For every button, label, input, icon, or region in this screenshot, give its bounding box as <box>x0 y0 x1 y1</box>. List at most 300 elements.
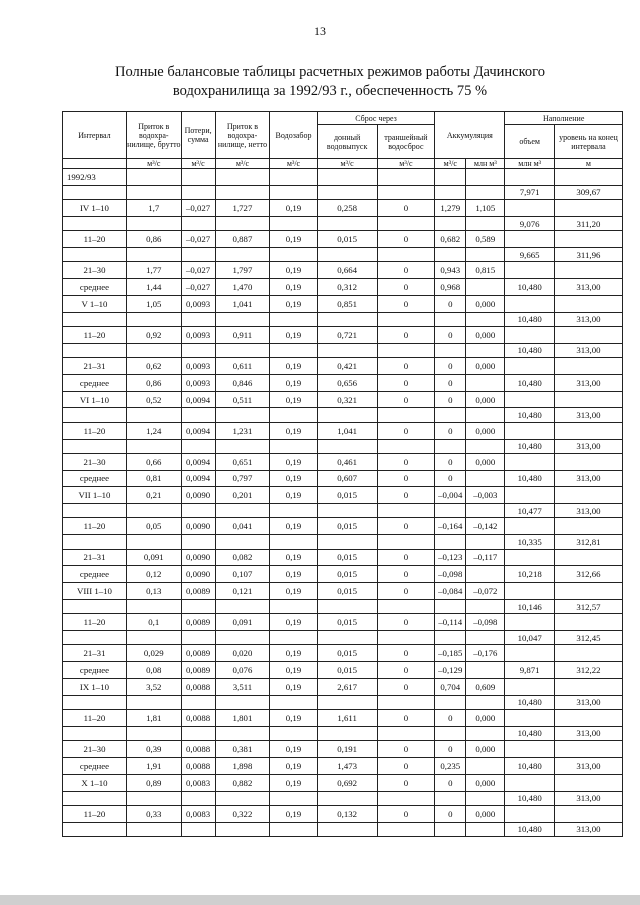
value-cell: 0,0094 <box>181 470 215 487</box>
value-cell: 0,0088 <box>181 678 215 695</box>
value-cell: 1,611 <box>317 710 377 727</box>
value-cell: 0,86 <box>126 374 181 391</box>
value-cell <box>215 695 270 709</box>
value-cell: 313,00 <box>554 408 622 422</box>
value-cell: 9,076 <box>505 216 555 230</box>
value-cell <box>181 247 215 261</box>
value-cell: 309,67 <box>554 185 622 199</box>
value-cell: 0 <box>435 357 466 374</box>
unit-volume: млн м³ <box>505 159 555 169</box>
table-row <box>63 391 623 408</box>
value-cell: 10,480 <box>505 312 555 326</box>
header-inflow-net: Приток в водохра-нилище, нетто <box>215 112 270 159</box>
interval-cell <box>63 216 127 230</box>
value-cell: –0,027 <box>181 279 215 296</box>
header-discharge-via: Сброс через <box>317 112 435 125</box>
balance-table <box>62 111 623 837</box>
interval-cell: VII 1–10 <box>63 487 127 504</box>
value-cell <box>270 822 317 836</box>
value-cell <box>126 343 181 357</box>
value-cell: 0,1 <box>126 614 181 631</box>
value-cell <box>466 312 505 326</box>
value-cell <box>126 312 181 326</box>
value-cell: 0 <box>377 391 435 408</box>
value-cell: 0,461 <box>317 453 377 470</box>
value-cell <box>466 631 505 645</box>
value-cell <box>505 645 555 662</box>
value-cell: 0,887 <box>215 231 270 248</box>
value-cell <box>377 600 435 614</box>
value-cell: 0,041 <box>215 518 270 535</box>
interval-cell: X 1–10 <box>63 774 127 791</box>
value-cell: 313,00 <box>554 470 622 487</box>
header-inflow-gross: Приток в водохра-нилище, брутто <box>126 112 181 159</box>
table-row <box>63 504 623 518</box>
value-cell <box>505 200 555 217</box>
value-cell: 0,19 <box>270 678 317 695</box>
value-cell: 0,39 <box>126 741 181 758</box>
value-cell <box>435 726 466 740</box>
value-cell: 0 <box>377 549 435 566</box>
value-cell: –0,117 <box>466 549 505 566</box>
value-cell: 3,52 <box>126 678 181 695</box>
value-cell: 0,091 <box>126 549 181 566</box>
value-cell: 0,89 <box>126 774 181 791</box>
interval-cell: 11–20 <box>63 710 127 727</box>
interval-cell <box>63 695 127 709</box>
value-cell: –0,003 <box>466 487 505 504</box>
value-cell <box>466 216 505 230</box>
value-cell: 311,96 <box>554 247 622 261</box>
value-cell <box>317 600 377 614</box>
value-cell: 313,00 <box>554 439 622 453</box>
value-cell <box>435 822 466 836</box>
interval-cell: 21–31 <box>63 357 127 374</box>
value-cell: 10,218 <box>505 566 555 583</box>
value-cell: 3,511 <box>215 678 270 695</box>
value-cell <box>377 695 435 709</box>
value-cell: 1,470 <box>215 279 270 296</box>
value-cell: 0,19 <box>270 710 317 727</box>
value-cell <box>317 535 377 549</box>
value-cell <box>377 631 435 645</box>
value-cell: 0,19 <box>270 453 317 470</box>
value-cell: 311,20 <box>554 216 622 230</box>
value-cell <box>270 791 317 805</box>
interval-cell <box>63 185 127 199</box>
value-cell <box>554 487 622 504</box>
value-cell <box>505 805 555 822</box>
value-cell: 0,421 <box>317 357 377 374</box>
value-cell <box>126 631 181 645</box>
value-cell <box>554 518 622 535</box>
value-cell: 0 <box>435 741 466 758</box>
table-row <box>63 374 623 391</box>
value-cell: 0,589 <box>466 231 505 248</box>
value-cell: 1,041 <box>215 295 270 312</box>
value-cell <box>554 583 622 600</box>
value-cell <box>505 391 555 408</box>
value-cell: 0,0093 <box>181 326 215 343</box>
value-cell <box>181 312 215 326</box>
value-cell: 0,81 <box>126 470 181 487</box>
value-cell <box>270 408 317 422</box>
value-cell: –0,185 <box>435 645 466 662</box>
value-cell: 0,0090 <box>181 549 215 566</box>
value-cell: 0,882 <box>215 774 270 791</box>
value-cell <box>554 678 622 695</box>
value-cell <box>181 504 215 518</box>
value-cell <box>466 247 505 261</box>
title-line-2: водохранилища за 1992/93 г., обеспеченность 75 % <box>172 83 488 99</box>
table-row <box>63 185 623 199</box>
document-title <box>40 63 620 101</box>
value-cell: 0,015 <box>317 566 377 583</box>
value-cell: 0,19 <box>270 566 317 583</box>
value-cell: 0,19 <box>270 279 317 296</box>
value-cell: 0,015 <box>317 645 377 662</box>
value-cell <box>466 791 505 805</box>
value-cell: 0,015 <box>317 518 377 535</box>
value-cell: 1,105 <box>466 200 505 217</box>
value-cell <box>554 453 622 470</box>
value-cell <box>435 439 466 453</box>
value-cell <box>554 741 622 758</box>
table-row <box>63 600 623 614</box>
interval-cell: среднее <box>63 470 127 487</box>
value-cell: 0 <box>435 710 466 727</box>
value-cell: 313,00 <box>554 312 622 326</box>
value-cell: 0,797 <box>215 470 270 487</box>
value-cell: 0,0088 <box>181 757 215 774</box>
value-cell <box>126 216 181 230</box>
value-cell <box>377 726 435 740</box>
value-cell: 0,000 <box>466 805 505 822</box>
interval-cell <box>63 343 127 357</box>
value-cell: 1,898 <box>215 757 270 774</box>
value-cell <box>181 822 215 836</box>
value-cell: 0,19 <box>270 262 317 279</box>
value-cell: 0,19 <box>270 757 317 774</box>
interval-cell <box>63 600 127 614</box>
header-volume: объем <box>505 125 555 159</box>
table-row <box>63 695 623 709</box>
table-row <box>63 662 623 679</box>
unit-trench-spillway: м³/с <box>377 159 435 169</box>
table-row <box>63 487 623 504</box>
value-cell <box>554 614 622 631</box>
value-cell: 1,05 <box>126 295 181 312</box>
value-cell: 0 <box>435 374 466 391</box>
value-cell: 0,66 <box>126 453 181 470</box>
value-cell: 0,846 <box>215 374 270 391</box>
header-bottom-outlet: донный водовыпуск <box>317 125 377 159</box>
value-cell: 1,231 <box>215 422 270 439</box>
value-cell: 0,000 <box>466 453 505 470</box>
value-cell: 10,480 <box>505 822 555 836</box>
value-cell: 1,727 <box>215 200 270 217</box>
value-cell: –0,098 <box>435 566 466 583</box>
value-cell: 0,19 <box>270 295 317 312</box>
value-cell <box>126 504 181 518</box>
table-row <box>63 518 623 535</box>
value-cell <box>270 185 317 199</box>
value-cell: 1,44 <box>126 279 181 296</box>
value-cell: 0,0093 <box>181 374 215 391</box>
value-cell <box>270 312 317 326</box>
value-cell: 0 <box>377 518 435 535</box>
value-cell: 0,62 <box>126 357 181 374</box>
value-cell: 0,19 <box>270 645 317 662</box>
interval-cell: 11–20 <box>63 614 127 631</box>
interval-cell <box>63 247 127 261</box>
value-cell: 0,19 <box>270 470 317 487</box>
table-row <box>63 549 623 566</box>
value-cell: 10,047 <box>505 631 555 645</box>
value-cell: 0,015 <box>317 614 377 631</box>
interval-cell: 21–31 <box>63 549 127 566</box>
value-cell <box>317 504 377 518</box>
table-row <box>63 247 623 261</box>
value-cell: 1,797 <box>215 262 270 279</box>
table-row <box>63 614 623 631</box>
interval-cell <box>63 439 127 453</box>
value-cell: 10,480 <box>505 343 555 357</box>
interval-cell: 21–30 <box>63 741 127 758</box>
value-cell: –0,123 <box>435 549 466 566</box>
value-cell <box>270 535 317 549</box>
value-cell: 1,77 <box>126 262 181 279</box>
value-cell <box>554 262 622 279</box>
value-cell: 0,076 <box>215 662 270 679</box>
value-cell: –0,114 <box>435 614 466 631</box>
value-cell: 0 <box>377 757 435 774</box>
value-cell: 0,911 <box>215 326 270 343</box>
value-cell: 0,86 <box>126 231 181 248</box>
value-cell: 312,57 <box>554 600 622 614</box>
value-cell <box>317 185 377 199</box>
value-cell: 1,473 <box>317 757 377 774</box>
value-cell: 0 <box>377 295 435 312</box>
value-cell: 0 <box>377 326 435 343</box>
value-cell: 0 <box>435 453 466 470</box>
value-cell: 0,0088 <box>181 710 215 727</box>
value-cell: 10,477 <box>505 504 555 518</box>
table-row <box>63 678 623 695</box>
value-cell <box>554 200 622 217</box>
value-cell: 0,000 <box>466 295 505 312</box>
unit-intake: м³/с <box>270 159 317 169</box>
value-cell: 0 <box>435 470 466 487</box>
value-cell <box>181 791 215 805</box>
value-cell: 0,19 <box>270 231 317 248</box>
table-row <box>63 279 623 296</box>
value-cell <box>505 678 555 695</box>
title-line-1: Полные балансовые таблицы расчетных режимов работы Дачинского <box>115 64 545 80</box>
table-row <box>63 741 623 758</box>
interval-cell: среднее <box>63 662 127 679</box>
value-cell: 0,19 <box>270 200 317 217</box>
value-cell: 0,692 <box>317 774 377 791</box>
value-cell <box>435 631 466 645</box>
interval-cell: IX 1–10 <box>63 678 127 695</box>
table-row <box>63 422 623 439</box>
value-cell: 10,480 <box>505 470 555 487</box>
interval-cell <box>63 535 127 549</box>
header-interval: Интервал <box>63 112 127 159</box>
value-cell: 0,0083 <box>181 805 215 822</box>
value-cell <box>215 600 270 614</box>
interval-cell <box>63 822 127 836</box>
interval-cell: 11–20 <box>63 422 127 439</box>
value-cell: –0,004 <box>435 487 466 504</box>
unit-losses: м³/с <box>181 159 215 169</box>
header-losses: Потери, сумма <box>181 112 215 159</box>
interval-cell <box>63 631 127 645</box>
value-cell: 313,00 <box>554 343 622 357</box>
value-cell <box>215 504 270 518</box>
table-row <box>63 470 623 487</box>
value-cell: 0,191 <box>317 741 377 758</box>
value-cell: 313,00 <box>554 822 622 836</box>
value-cell: 0,000 <box>466 774 505 791</box>
interval-cell: 11–20 <box>63 326 127 343</box>
value-cell: 0,19 <box>270 326 317 343</box>
value-cell: 0,607 <box>317 470 377 487</box>
value-cell <box>435 247 466 261</box>
value-cell <box>215 216 270 230</box>
value-cell <box>377 312 435 326</box>
value-cell: –0,027 <box>181 200 215 217</box>
value-cell <box>377 408 435 422</box>
value-cell: 0 <box>377 357 435 374</box>
value-cell <box>317 408 377 422</box>
value-cell: 10,335 <box>505 535 555 549</box>
value-cell <box>435 185 466 199</box>
table-row <box>63 566 623 583</box>
value-cell <box>435 695 466 709</box>
value-cell: 10,480 <box>505 439 555 453</box>
value-cell <box>505 774 555 791</box>
value-cell <box>435 169 466 186</box>
value-cell <box>317 822 377 836</box>
value-cell <box>554 169 622 186</box>
value-cell: 0,015 <box>317 662 377 679</box>
table-row <box>63 822 623 836</box>
value-cell: 0,19 <box>270 662 317 679</box>
value-cell <box>181 600 215 614</box>
value-cell <box>317 312 377 326</box>
value-cell <box>377 504 435 518</box>
value-cell <box>466 504 505 518</box>
value-cell: 0,015 <box>317 231 377 248</box>
table-row <box>63 710 623 727</box>
value-cell <box>317 169 377 186</box>
value-cell: 313,00 <box>554 726 622 740</box>
value-cell: 0,0090 <box>181 518 215 535</box>
value-cell <box>215 822 270 836</box>
value-cell <box>126 247 181 261</box>
value-cell: 0,851 <box>317 295 377 312</box>
value-cell: 0 <box>377 262 435 279</box>
value-cell: 0,312 <box>317 279 377 296</box>
value-cell: 0,121 <box>215 583 270 600</box>
value-cell: –0,027 <box>181 262 215 279</box>
value-cell: 0,19 <box>270 614 317 631</box>
value-cell <box>270 631 317 645</box>
value-cell <box>466 408 505 422</box>
value-cell: 10,480 <box>505 374 555 391</box>
value-cell <box>181 439 215 453</box>
value-cell: 0,815 <box>466 262 505 279</box>
interval-cell: 11–20 <box>63 231 127 248</box>
value-cell: 0,015 <box>317 487 377 504</box>
value-cell: 0,19 <box>270 374 317 391</box>
value-cell <box>554 805 622 822</box>
value-cell: 0 <box>435 326 466 343</box>
value-cell: 0 <box>377 453 435 470</box>
value-cell <box>435 216 466 230</box>
value-cell: –0,027 <box>181 231 215 248</box>
value-cell <box>126 791 181 805</box>
interval-cell: VI 1–10 <box>63 391 127 408</box>
value-cell: 0,0093 <box>181 295 215 312</box>
value-cell <box>435 791 466 805</box>
value-cell <box>554 774 622 791</box>
interval-cell: 11–20 <box>63 518 127 535</box>
value-cell <box>215 726 270 740</box>
value-cell <box>466 279 505 296</box>
table-row <box>63 357 623 374</box>
interval-cell <box>63 791 127 805</box>
value-cell <box>215 791 270 805</box>
value-cell: 0 <box>377 487 435 504</box>
value-cell <box>505 357 555 374</box>
value-cell: 313,00 <box>554 695 622 709</box>
value-cell: 0,721 <box>317 326 377 343</box>
value-cell <box>377 216 435 230</box>
value-cell: 10,480 <box>505 279 555 296</box>
page-number: 13 <box>314 24 326 38</box>
interval-cell <box>63 408 127 422</box>
value-cell: 0 <box>435 805 466 822</box>
table-row <box>63 200 623 217</box>
value-cell <box>270 695 317 709</box>
unit-bottom-outlet: м³/с <box>317 159 377 169</box>
value-cell <box>466 439 505 453</box>
value-cell: 0 <box>377 583 435 600</box>
value-cell: 0,082 <box>215 549 270 566</box>
interval-cell: среднее <box>63 566 127 583</box>
value-cell: 10,480 <box>505 726 555 740</box>
value-cell: 7,971 <box>505 185 555 199</box>
value-cell <box>505 487 555 504</box>
value-cell <box>181 726 215 740</box>
value-cell: 313,00 <box>554 374 622 391</box>
value-cell: 0 <box>377 614 435 631</box>
value-cell: 0 <box>377 805 435 822</box>
value-cell <box>554 326 622 343</box>
value-cell <box>181 185 215 199</box>
value-cell <box>181 169 215 186</box>
value-cell <box>554 645 622 662</box>
value-cell: 0,015 <box>317 549 377 566</box>
value-cell <box>377 343 435 357</box>
value-cell <box>215 343 270 357</box>
value-cell: 0,33 <box>126 805 181 822</box>
value-cell <box>126 695 181 709</box>
value-cell <box>377 169 435 186</box>
